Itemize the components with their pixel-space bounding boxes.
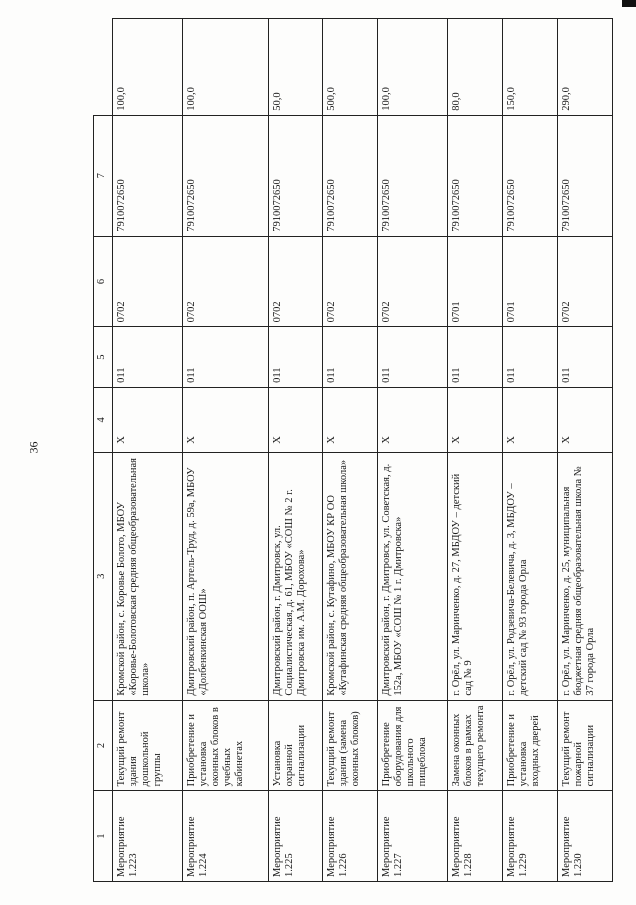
activity-amount: 100,0 [113,19,183,116]
rotated-table-container [93,18,613,882]
activity-id: Мероприятие 1.223 [113,791,183,882]
activity-name: Приобретение оборудования для школьного пищеблока [378,700,448,791]
activity-amount: 80,0 [448,19,503,116]
table-row [448,19,503,882]
activity-col4: 011 [268,327,323,387]
activity-id: Мероприятие 1.227 [378,791,448,882]
activity-col6: 7910072650 [268,115,323,236]
header-cell: 7 [94,115,113,236]
activity-col4: 011 [323,327,378,387]
activity-col6: 7910072650 [113,115,183,236]
activity-col5: 0702 [268,236,323,327]
activity-col6: 7910072650 [503,115,558,236]
activity-col6: 7910072650 [378,115,448,236]
activity-address: г. Орёл, ул. Маринченко, д. 27, МБДОУ – детский сад № 9 [448,452,503,700]
activity-amount: 150,0 [503,19,558,116]
activity-col3: Х [268,387,323,452]
corner-mark [622,0,636,7]
activity-col5: 0702 [378,236,448,327]
activity-name: Установка охранной сигнализации [268,700,323,791]
activity-address: Кромской район, с. Коровье Болото, МБОУ «Коровье-Болотовская средняя общеобразовательная школа» [113,452,183,700]
activity-id: Мероприятие 1.229 [503,791,558,882]
activity-col6: 7910072650 [558,115,613,236]
header-cell: 2 [94,700,113,791]
activity-col5: 0702 [323,236,378,327]
activity-col3: Х [448,387,503,452]
activity-address: Дмитровский район, г. Дмитровск, ул. Социалистическая, д. 61, МБОУ «СОШ № 2 г. Дмитровска им. А.М. Дорохова» [268,452,323,700]
activity-name: Текущий ремонт здания дошкольной группы [113,700,183,791]
table-header-row [94,19,113,882]
activity-col5: 0701 [503,236,558,327]
activity-amount: 100,0 [378,19,448,116]
activity-id: Мероприятие 1.230 [558,791,613,882]
activity-col3: Х [503,387,558,452]
activity-col4: 011 [378,327,448,387]
activity-name: Замена оконных блоков в рамках текущего ремонта [448,700,503,791]
activity-col6: 7910072650 [323,115,378,236]
table-row [268,19,323,882]
activity-col5: 0702 [183,236,268,327]
activity-col4: 011 [448,327,503,387]
activity-name: Текущий ремонт пожарной сигнализации [558,700,613,791]
activity-amount: 50,0 [268,19,323,116]
header-cell: 4 [94,387,113,452]
activity-col6: 7910072650 [448,115,503,236]
activity-col4: 011 [558,327,613,387]
activity-col6: 7910072650 [183,115,268,236]
activity-col4: 011 [183,327,268,387]
activity-amount: 100,0 [183,19,268,116]
activity-col5: 0702 [113,236,183,327]
activity-col4: 011 [113,327,183,387]
activity-address: г. Орёл, ул. Родзевича-Белевича, д. 3, МБДОУ – детский сад № 93 города Орла [503,452,558,700]
table-row [503,19,558,882]
activity-name: Приобретение и установка входных дверей [503,700,558,791]
activity-col3: Х [113,387,183,452]
activity-id: Мероприятие 1.226 [323,791,378,882]
activity-col4: 011 [503,327,558,387]
activity-amount: 290,0 [558,19,613,116]
activity-col3: Х [378,387,448,452]
activity-name: Текущий ремонт здания (замена оконных блоков) [323,700,378,791]
activity-col3: Х [183,387,268,452]
activity-col3: Х [558,387,613,452]
header-cell: 6 [94,236,113,327]
activity-col5: 0702 [558,236,613,327]
header-cell: 3 [94,452,113,700]
table-row [113,19,183,882]
header-cell: 5 [94,327,113,387]
activity-amount: 500,0 [323,19,378,116]
table-row [378,19,448,882]
table-row [183,19,268,882]
activity-id: Мероприятие 1.225 [268,791,323,882]
activity-address: г. Орёл, ул. Маринченко, д. 25, муниципальная бюджетная средняя общеобразовательная школа № 37 города Орла [558,452,613,700]
table-row [558,19,613,882]
header-cell: 1 [94,791,113,882]
activity-name: Приобретение и установка оконных блоков в учебных кабинетах [183,700,268,791]
activity-address: Дмитровский район, г. Дмитровск, ул. Советская, д. 152а, МБОУ «СОШ № 1 г. Дмитровска» [378,452,448,700]
activity-address: Дмитровский район, п. Артель-Труд, д. 59а, МБОУ «Долбенкинская ООШ» [183,452,268,700]
activity-col3: Х [323,387,378,452]
activity-id: Мероприятие 1.224 [183,791,268,882]
activity-id: Мероприятие 1.228 [448,791,503,882]
page-number: 36 [26,441,41,454]
activity-col5: 0701 [448,236,503,327]
table-row [323,19,378,882]
activities-table [93,18,613,882]
activity-address: Кромской район, с. Кутафино, МБОУ КР ОО «Кутафинская средняя общеобразовательная школа» [323,452,378,700]
